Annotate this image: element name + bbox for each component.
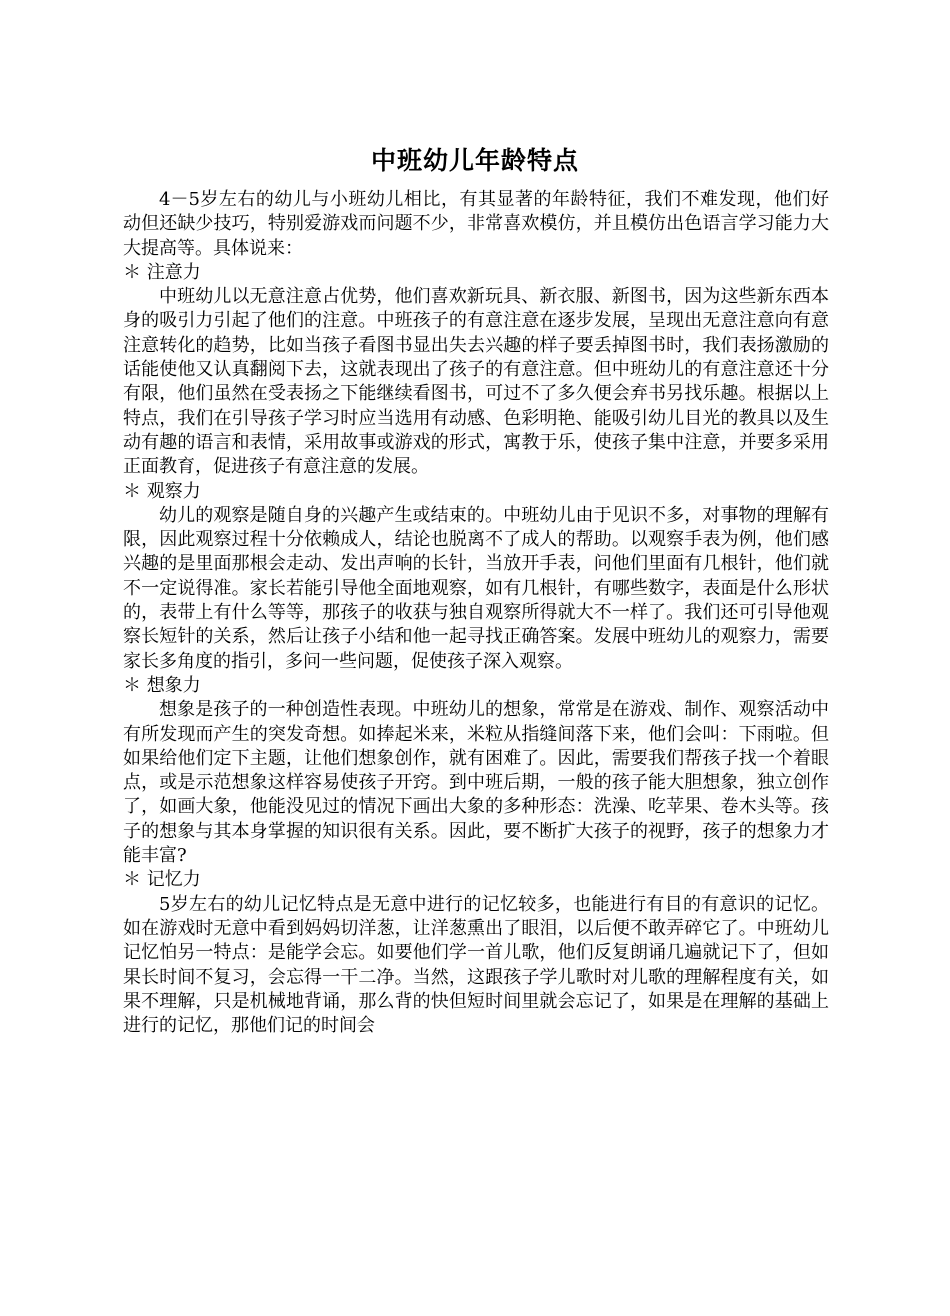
section-text-memory: 5岁左右的幼儿记忆特点是无意中进行的记忆较多，也能进行有目的有意识的记忆。如在游戏时无意中看到妈妈切洋葱，让洋葱熏出了眼泪，以后便不敢弄碎它了。中班幼儿记忆怕另一特点：是能学会忘。如要他们学一首儿歌，他们反复朗诵几遍就记下了，但如果长时间不复习，会忘得一干二净。当然，这跟孩子学儿歌时对儿歌的理解程度有关，如果不理解，只是机械地背诵，那么背的快但短时间里就会忘记了，如果是在理解的基础上进行的记忆，那他们记的时间会 (123, 893, 829, 1037)
intro-paragraph: 4－5岁左右的幼儿与小班幼儿相比，有其显著的年龄特征，我们不难发现，他们好动但还缺少技巧，特别爱游戏而问题不少，非常喜欢模仿，并且模仿出色语言学习能力大大提高等。具体说来： (123, 189, 829, 259)
document-body (123, 188, 829, 1038)
section-heading-observation: ＊ 观察力 (123, 480, 201, 502)
section-text-observation: 幼儿的观察是随自身的兴趣产生或结束的。中班幼儿由于见识不多，对事物的理解有限，因此观察过程十分依赖成人，结论也脱离不了成人的帮助。以观察手表为例，他们感兴趣的是里面那根会走动、发出声响的长针，当放开手表，问他们里面有几根针，他们就不一定说得准。家长若能引导他全面地观察，如有几根针，有哪些数字，表面是什么形状的，表带上有什么等等，那孩子的收获与独自观察所得就大不一样了。我们还可引导他观察长短针的关系，然后让孩子小结和他一起寻找正确答案。发展中班幼儿的观察力，需要家长多角度的指引，多问一些问题，促使孩子深入观察。 (123, 504, 829, 672)
section-text-imagination: 想象是孩子的一种创造性表现。中班幼儿的想象，常常是在游戏、制作、观察活动中有所发现而产生的突发奇想。如捧起米来，米粒从指缝间落下来，他们会叫：下雨啦。但如果给他们定下主题，让他们想象创作，就有困难了。因此，需要我们帮孩子找一个着眼点，或是示范想象这样容易使孩子开窍。到中班后期，一般的孩子能大胆想象，独立创作了，如画大象，他能没见过的情况下画出大象的多种形态：洗澡、吃苹果、卷木头等。孩子的想象与其本身掌握的知识很有关系。因此，要不断扩大孩子的视野，孩子的想象力才能丰富? (123, 699, 829, 867)
section-heading-attention: ＊ 注意力 (123, 261, 201, 283)
section-heading-imagination: ＊ 想象力 (123, 674, 201, 696)
section-heading-memory: ＊ 记忆力 (123, 869, 201, 891)
section-text-attention: 中班幼儿以无意注意占优势，他们喜欢新玩具、新衣服、新图书，因为这些新东西本身的吸引力引起了他们的注意。中班孩子的有意注意在逐步发展，呈现出无意注意向有意注意转化的趋势，比如当孩子看图书显出失去兴趣的样子要丢掉图书时，我们表扬激励的话能使他又认真翻阅下去，这就表现出了孩子的有意注意。但中班幼儿的有意注意还十分有限，他们虽然在受表扬之下能继续看图书，可过不了多久便会弃书另找乐趣。根据以上特点，我们在引导孩子学习时应当选用有动感、色彩明艳、能吸引幼儿目光的教具以及生动有趣的语言和表情，采用故事或游戏的形式，寓教于乐，使孩子集中注意，并要多采用正面教育，促进孩子有意注意的发展。 (123, 286, 829, 478)
document-title: 中班幼儿年龄特点 (370, 146, 579, 175)
